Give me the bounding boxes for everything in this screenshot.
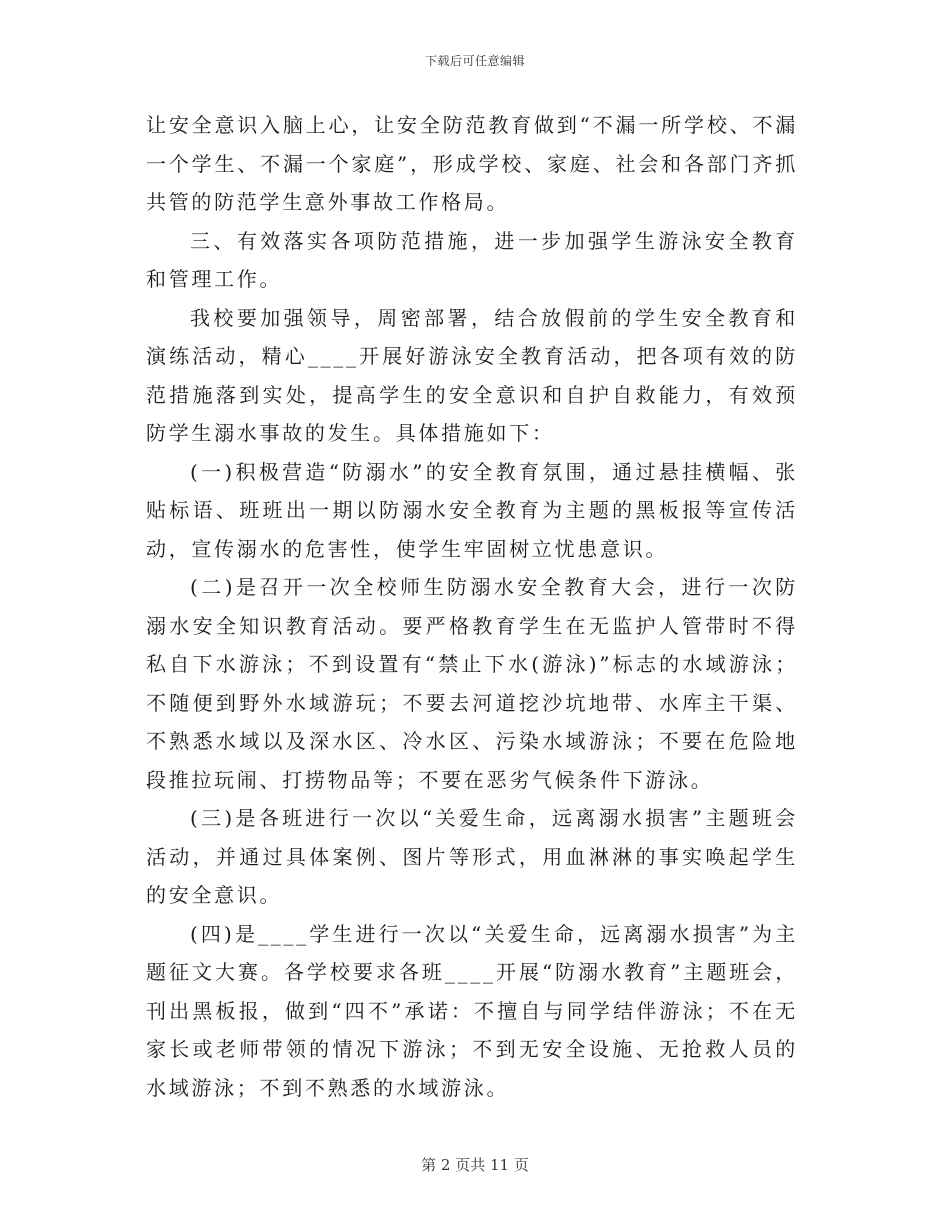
paragraph-7-measure-4: (四)是____学生进行一次以“关爱生命，远离溺水损害”为主题征文大赛。各学校要求各班____开展“防溺水教育”主题班会，刊出黑板报，做到“四不”承诺：不擅自与同学结伴游泳；不在无家长或老师带领的情况下游泳；不到无安全设施、无抢救人员的水域游泳；不到不熟悉的水域游泳。 <box>146 921 798 1100</box>
document-body <box>146 106 798 1107</box>
paragraph-3: 我校要加强领导，周密部署，结合放假前的学生安全教育和演练活动，精心____开展好游泳安全教育活动，把各项有效的防范措施落到实处，提高学生的安全意识和自护自救能力，有效预防学生溺水事故的发生。具体措施如下： <box>146 305 798 445</box>
paragraph-6-measure-3: (三)是各班进行一次以“关爱生命，远离溺水损害”主题班会活动，并通过具体案例、图片等形式，用血淋淋的事实唤起学生的安全意识。 <box>146 806 798 907</box>
paragraph-4-measure-1: (一)积极营造“防溺水”的安全教育氛围，通过悬挂横幅、张贴标语、班班出一期以防溺水安全教育为主题的黑板报等宣传活动，宣传溺水的危害性，使学生牢固树立忧患意识。 <box>146 459 798 561</box>
paragraph-2-section-heading: 三、有效落实各项防范措施，进一步加强学生游泳安全教育和管理工作。 <box>146 228 798 291</box>
paragraph-1: 让安全意识入脑上心，让安全防范教育做到“不漏一所学校、不漏一个学生、不漏一个家庭”，形成学校、家庭、社会和各部门齐抓共管的防范学生意外事故工作格局。 <box>146 113 798 214</box>
paragraph-5-measure-2: (二)是召开一次全校师生防溺水安全教育大会，进行一次防溺水安全知识教育活动。要严格教育学生在无监护人管带时不得私自下水游泳；不到设置有“禁止下水(游泳)”标志的水域游泳；不随便到野外水域游玩；不要去河道挖沙坑地带、水库主干渠、不熟悉水域以及深水区、冷水区、污染水域游泳；不要在危险地段推拉玩闹、打捞物品等；不要在恶劣气候条件下游泳。 <box>146 575 798 792</box>
page-header: 下载后可任意编辑 <box>424 54 525 68</box>
page-number-footer: 第 2 页共 11 页 <box>421 1156 529 1174</box>
